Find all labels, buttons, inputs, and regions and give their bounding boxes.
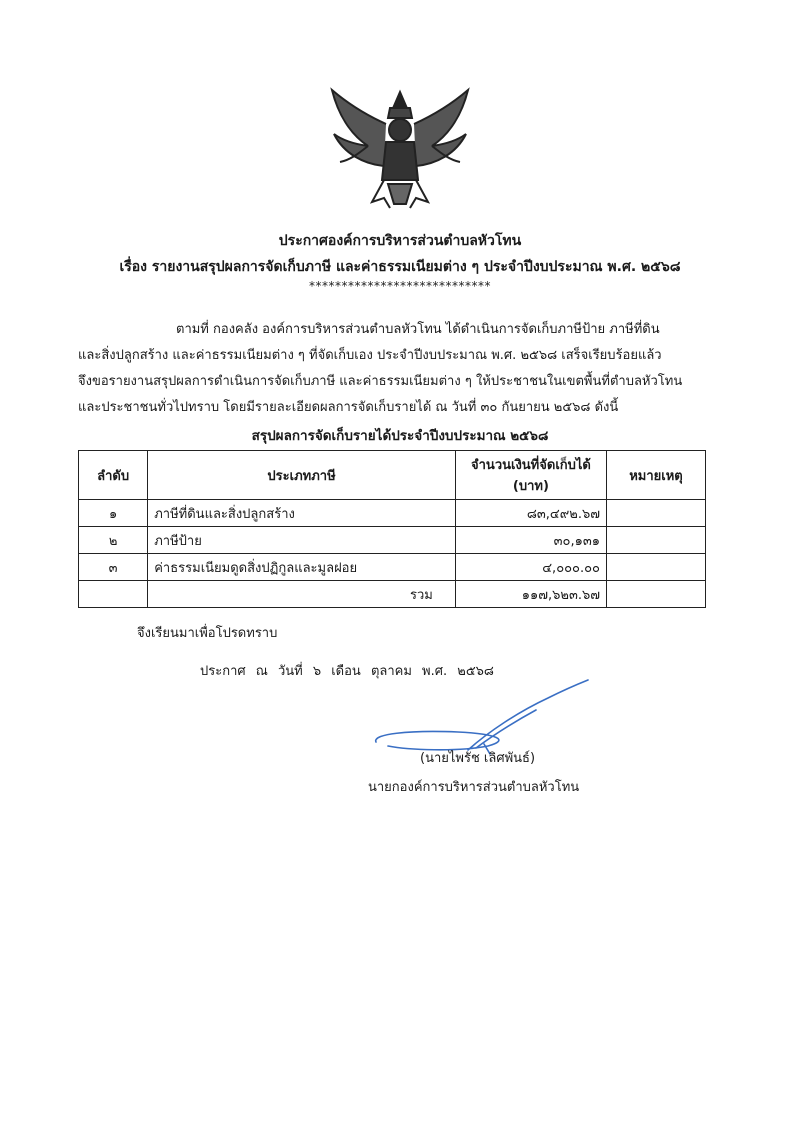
row-amount: ๓๐,๑๓๑: [455, 527, 606, 554]
signer-position: นายกองค์การบริหารส่วนตำบลหัวโทน: [368, 780, 580, 795]
body-line-4: และประชาชนทั่วไปทราบ โดยมีรายละเอียดผลการจัดเก็บรายได้ ณ วันที่ ๓๐ กันยายน ๒๕๖๘ ดังนี้: [78, 400, 619, 415]
row-note: [607, 500, 706, 527]
total-amount: ๑๑๗,๖๒๓.๖๗: [455, 581, 606, 608]
row-no: ๑: [79, 500, 148, 527]
revenue-table: [78, 450, 706, 608]
row-note: [607, 527, 706, 554]
closing-text: จึงเรียนมาเพื่อโปรดทราบ: [137, 626, 278, 641]
title-separator: ****************************: [309, 279, 491, 293]
row-no: ๓: [79, 554, 148, 581]
table-total-row: [79, 581, 706, 608]
announce-date: ประกาศ ณ วันที่ ๖ เดือน ตุลาคม พ.ศ. ๒๕๖๘: [200, 664, 494, 679]
row-type: ภาษีที่ดินและสิ่งปลูกสร้าง: [148, 500, 456, 527]
header-note: หมายเหตุ: [607, 451, 706, 500]
body-line-3: จึงขอรายงานสรุปผลการดำเนินการจัดเก็บภาษี และค่าธรรมเนียมต่าง ๆ ให้ประชาชนในเขตพื้นที่ตำบลหัวโทน: [78, 374, 683, 389]
row-type: ภาษีป้าย: [148, 527, 456, 554]
announcement-title: ประกาศองค์การบริหารส่วนตำบลหัวโทน: [278, 233, 522, 249]
total-note-cell: [607, 581, 706, 608]
total-label: รวม: [148, 581, 456, 608]
signer-name: (นายไพรัช เลิศพันธ์): [420, 751, 536, 766]
row-no: ๒: [79, 527, 148, 554]
body-line-1: ตามที่ กองคลัง องค์การบริหารส่วนตำบลหัวโทน ได้ดำเนินการจัดเก็บภาษีป้าย ภาษีที่ดิน: [176, 322, 660, 337]
row-amount: ๘๓,๔๙๒.๖๗: [455, 500, 606, 527]
header-amount: [455, 451, 606, 500]
table-row: [79, 554, 706, 581]
header-type: ประเภทภาษี: [148, 451, 456, 500]
announcement-subject: เรื่อง รายงานสรุปผลการจัดเก็บภาษี และค่าธรรมเนียมต่าง ๆ ประจำปีงบประมาณ พ.ศ. ๒๕๖๘: [119, 259, 681, 275]
row-type: ค่าธรรมเนียมดูดสิ่งปฏิกูลและมูลฝอย: [148, 554, 456, 581]
body-line-2: และสิ่งปลูกสร้าง และค่าธรรมเนียมต่าง ๆ ที่จัดเก็บเอง ประจำปีงบประมาณ พ.ศ. ๒๕๖๘ เสร็จเรียบร้อยแล้ว: [78, 348, 662, 363]
table-header-row: [79, 451, 706, 500]
garuda-emblem-icon: [324, 84, 476, 214]
row-note: [607, 554, 706, 581]
header-no: ลำดับ: [79, 451, 148, 500]
table-title: สรุปผลการจัดเก็บรายได้ประจำปีงบประมาณ ๒๕๖๘: [251, 428, 549, 444]
header-amount-unit: (บาท): [512, 479, 549, 494]
row-amount: ๔,๐๐๐.๐๐: [455, 554, 606, 581]
table-row: [79, 500, 706, 527]
header-amount-label: จำนวนเงินที่จัดเก็บได้: [471, 458, 591, 473]
total-no-cell: [79, 581, 148, 608]
table-row: [79, 527, 706, 554]
